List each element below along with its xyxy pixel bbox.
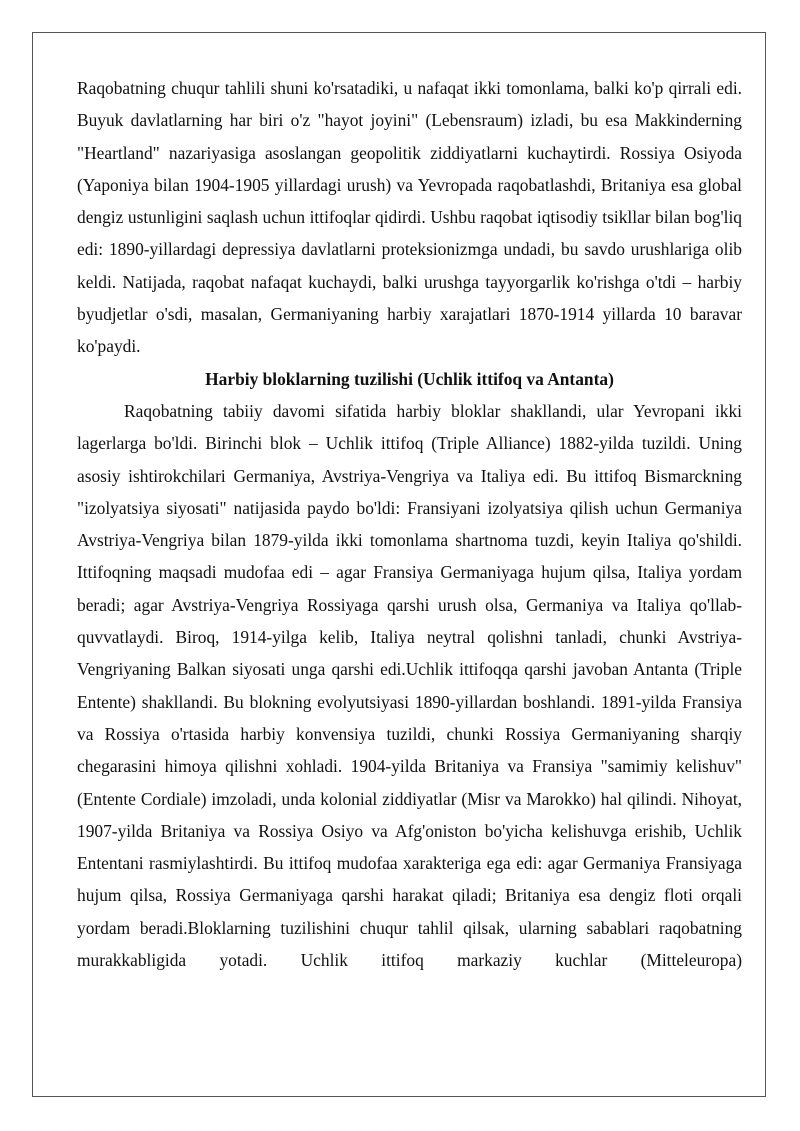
- document-body: [77, 72, 742, 976]
- section-heading: Harbiy bloklarning tuzilishi (Uchlik ittifoq va Antanta): [205, 368, 614, 389]
- paragraph-rivalry-analysis: Raqobatning chuqur tahlili shuni ko'rsatadiki, u nafaqat ikki tomonlama, balki ko'p qirrali edi. Buyuk davlatlarning har biri o'z "hayot joyini" (Lebensraum) izladi, bu esa Makkinderning "Heartland" nazariyasiga asoslangan geopolitik ziddiyatlarni kuchaytirdi. Rossiya Osiyoda (Yaponiya bilan 1904-1905 yillardagi urush) va Yevropada raqobatlashdi, Britaniya esa global dengiz ustunligini saqlash uchun ittifoqlar qidirdi. Ushbu raqobat iqtisodiy tsikllar bilan bog'liq edi: 1890-yillardagi depressiya davlatlarni proteksionizmga undadi, bu savdo urushlariga olib keldi. Natijada, raqobat nafaqat kuchaydi, balki urushga tayyorgarlik ko'rishga o'tdi – harbiy byudjetlar o'sdi, masalan, Germaniyaning harbiy xarajatlari 1870-1914 yillarda 10 baravar ko'paydi.: [77, 78, 742, 357]
- paragraph-military-blocs: Raqobatning tabiiy davomi sifatida harbiy bloklar shakllandi, ular Yevropani ikki lagerlarga bo'ldi. Birinchi blok – Uchlik ittifoq (Triple Alliance) 1882-yilda tuzildi. Uning asosiy ishtirokchilari Germaniya, Avstriya-Vengriya va Italiya edi. Bu ittifoq Bismarckning "izolyatsiya siyosati" natijasida paydo bo'ldi: Fransiyani izolyatsiya qilish uchun Germaniya Avstriya-Vengriya bilan 1879-yilda ikki tomonlama shartnoma tuzdi, keyin Italiya qo'shildi. Ittifoqning maqsadi mudofaa edi – agar Fransiya Germaniyaga hujum qilsa, Italiya yordam beradi; agar Avstriya-Vengriya Rossiyaga qarshi urush olsa, Germaniya va Italiya qo'llab-quvvatlaydi. Biroq, 1914-yilga kelib, Italiya neytral qolishni tanladi, chunki Avstriya-Vengriyaning Balkan siyosati unga qarshi edi.Uchlik ittifoqqa qarshi javoban Antanta (Triple Entente) shakllandi. Bu blokning evolyutsiyasi 1890-yillardan boshlandi. 1891-yilda Fransiya va Rossiya o'rtasida harbiy konvensiya tuzildi, chunki Rossiya Germaniyaning sharqiy chegarasini himoya qilishni xohladi. 1904-yilda Britaniya va Fransiya "samimiy kelishuv" (Entente Cordiale) imzoladi, unda kolonial ziddiyatlar (Misr va Marokko) hal qilindi. Nihoyat, 1907-yilda Britaniya va Rossiya Osiyo va Afg'oniston bo'yicha kelishuvga erishib, Uchlik Ententani rasmiylashtirdi. Bu ittifoq mudofaa xarakteriga ega edi: agar Germaniya Fransiyaga hujum qilsa, Rossiya Germaniyaga qarshi harakat qiladi; Britaniya esa dengiz floti orqali yordam beradi.Bloklarning tuzilishini chuqur tahlil qilsak, ularning sabablari raqobatning murakkabligida yotadi. Uchlik ittifoq markaziy kuchlar (Mitteleuropa): [77, 400, 742, 971]
